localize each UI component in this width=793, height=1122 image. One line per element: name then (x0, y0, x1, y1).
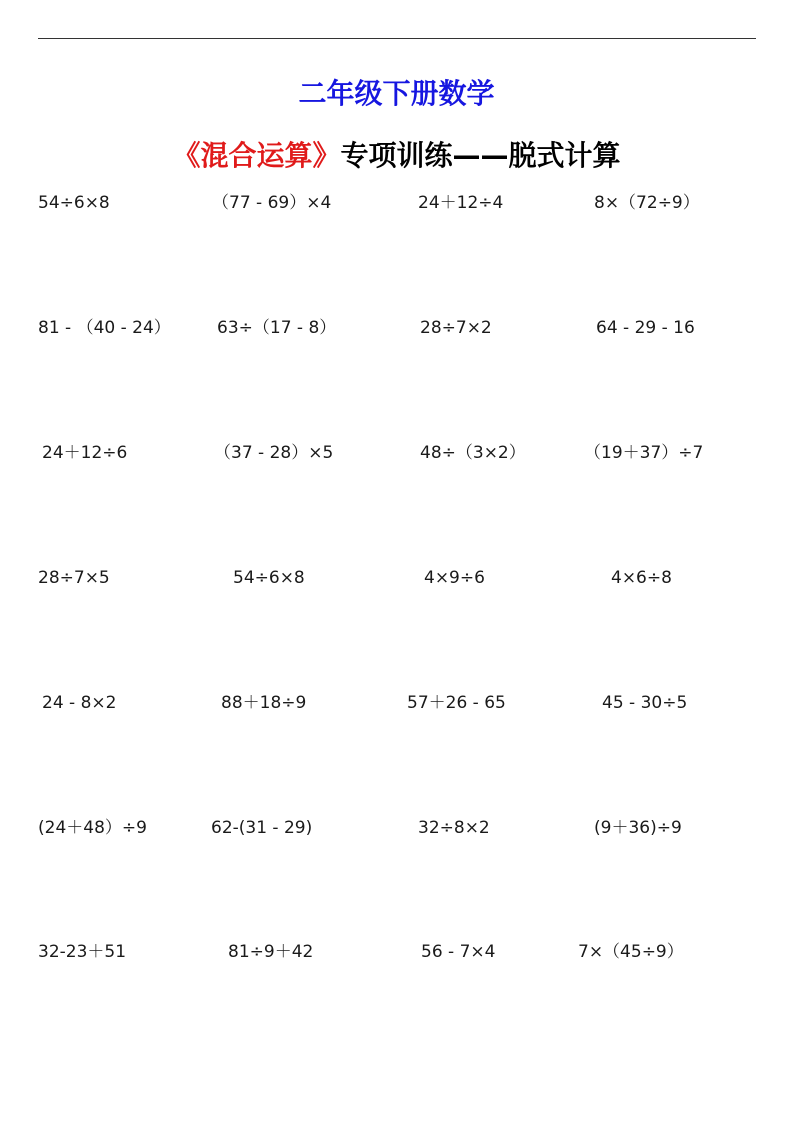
problem-r7-c4: 7×（45÷9） (578, 942, 684, 962)
top-rule (38, 38, 756, 39)
subtitle-highlight: 《混合运算》 (172, 139, 341, 172)
subtitle-rest: 专项训练——脱式计算 (340, 139, 621, 172)
page-subtitle (0, 134, 793, 174)
problem-r2-c3: 28÷7×2 (420, 318, 492, 338)
problem-r4-c4: 4×6÷8 (611, 568, 672, 588)
problem-r6-c4: (9＋36)÷9 (594, 818, 682, 838)
problem-r1-c3: 24＋12÷4 (418, 193, 504, 213)
problem-r7-c3: 56 - 7×4 (421, 942, 496, 962)
problem-r6-c1: (24＋48）÷9 (38, 818, 147, 838)
problem-r2-c2: 63÷（17 - 8） (217, 318, 337, 338)
page-title: 二年级下册数学 (298, 77, 495, 110)
problem-r7-c1: 32-23＋51 (38, 942, 127, 962)
problem-r5-c2: 88＋18÷9 (221, 693, 307, 713)
problem-r4-c3: 4×9÷6 (424, 568, 485, 588)
problem-r4-c1: 28÷7×5 (38, 568, 110, 588)
problem-r1-c1: 54÷6×8 (38, 193, 110, 213)
problem-r1-c4: 8×（72÷9） (594, 193, 700, 213)
problem-r3-c1: 24＋12÷6 (42, 443, 128, 463)
problem-r6-c2: 62-(31 - 29) (211, 818, 313, 838)
problem-r3-c2: （37 - 28）×5 (214, 443, 334, 463)
problem-r6-c3: 32÷8×2 (418, 818, 490, 838)
problem-r1-c2: （77 - 69）×4 (212, 193, 332, 213)
problem-r4-c2: 54÷6×8 (233, 568, 305, 588)
problem-r2-c1: 81 - （40 - 24） (38, 318, 171, 338)
problem-r3-c4: （19＋37）÷7 (584, 443, 704, 463)
problem-r3-c3: 48÷（3×2） (420, 443, 526, 463)
problem-r2-c4: 64 - 29 - 16 (596, 318, 695, 338)
problem-r7-c2: 81÷9＋42 (228, 942, 314, 962)
problem-r5-c1: 24 - 8×2 (42, 693, 117, 713)
problem-r5-c3: 57＋26 - 65 (407, 693, 506, 713)
problem-r5-c4: 45 - 30÷5 (602, 693, 688, 713)
